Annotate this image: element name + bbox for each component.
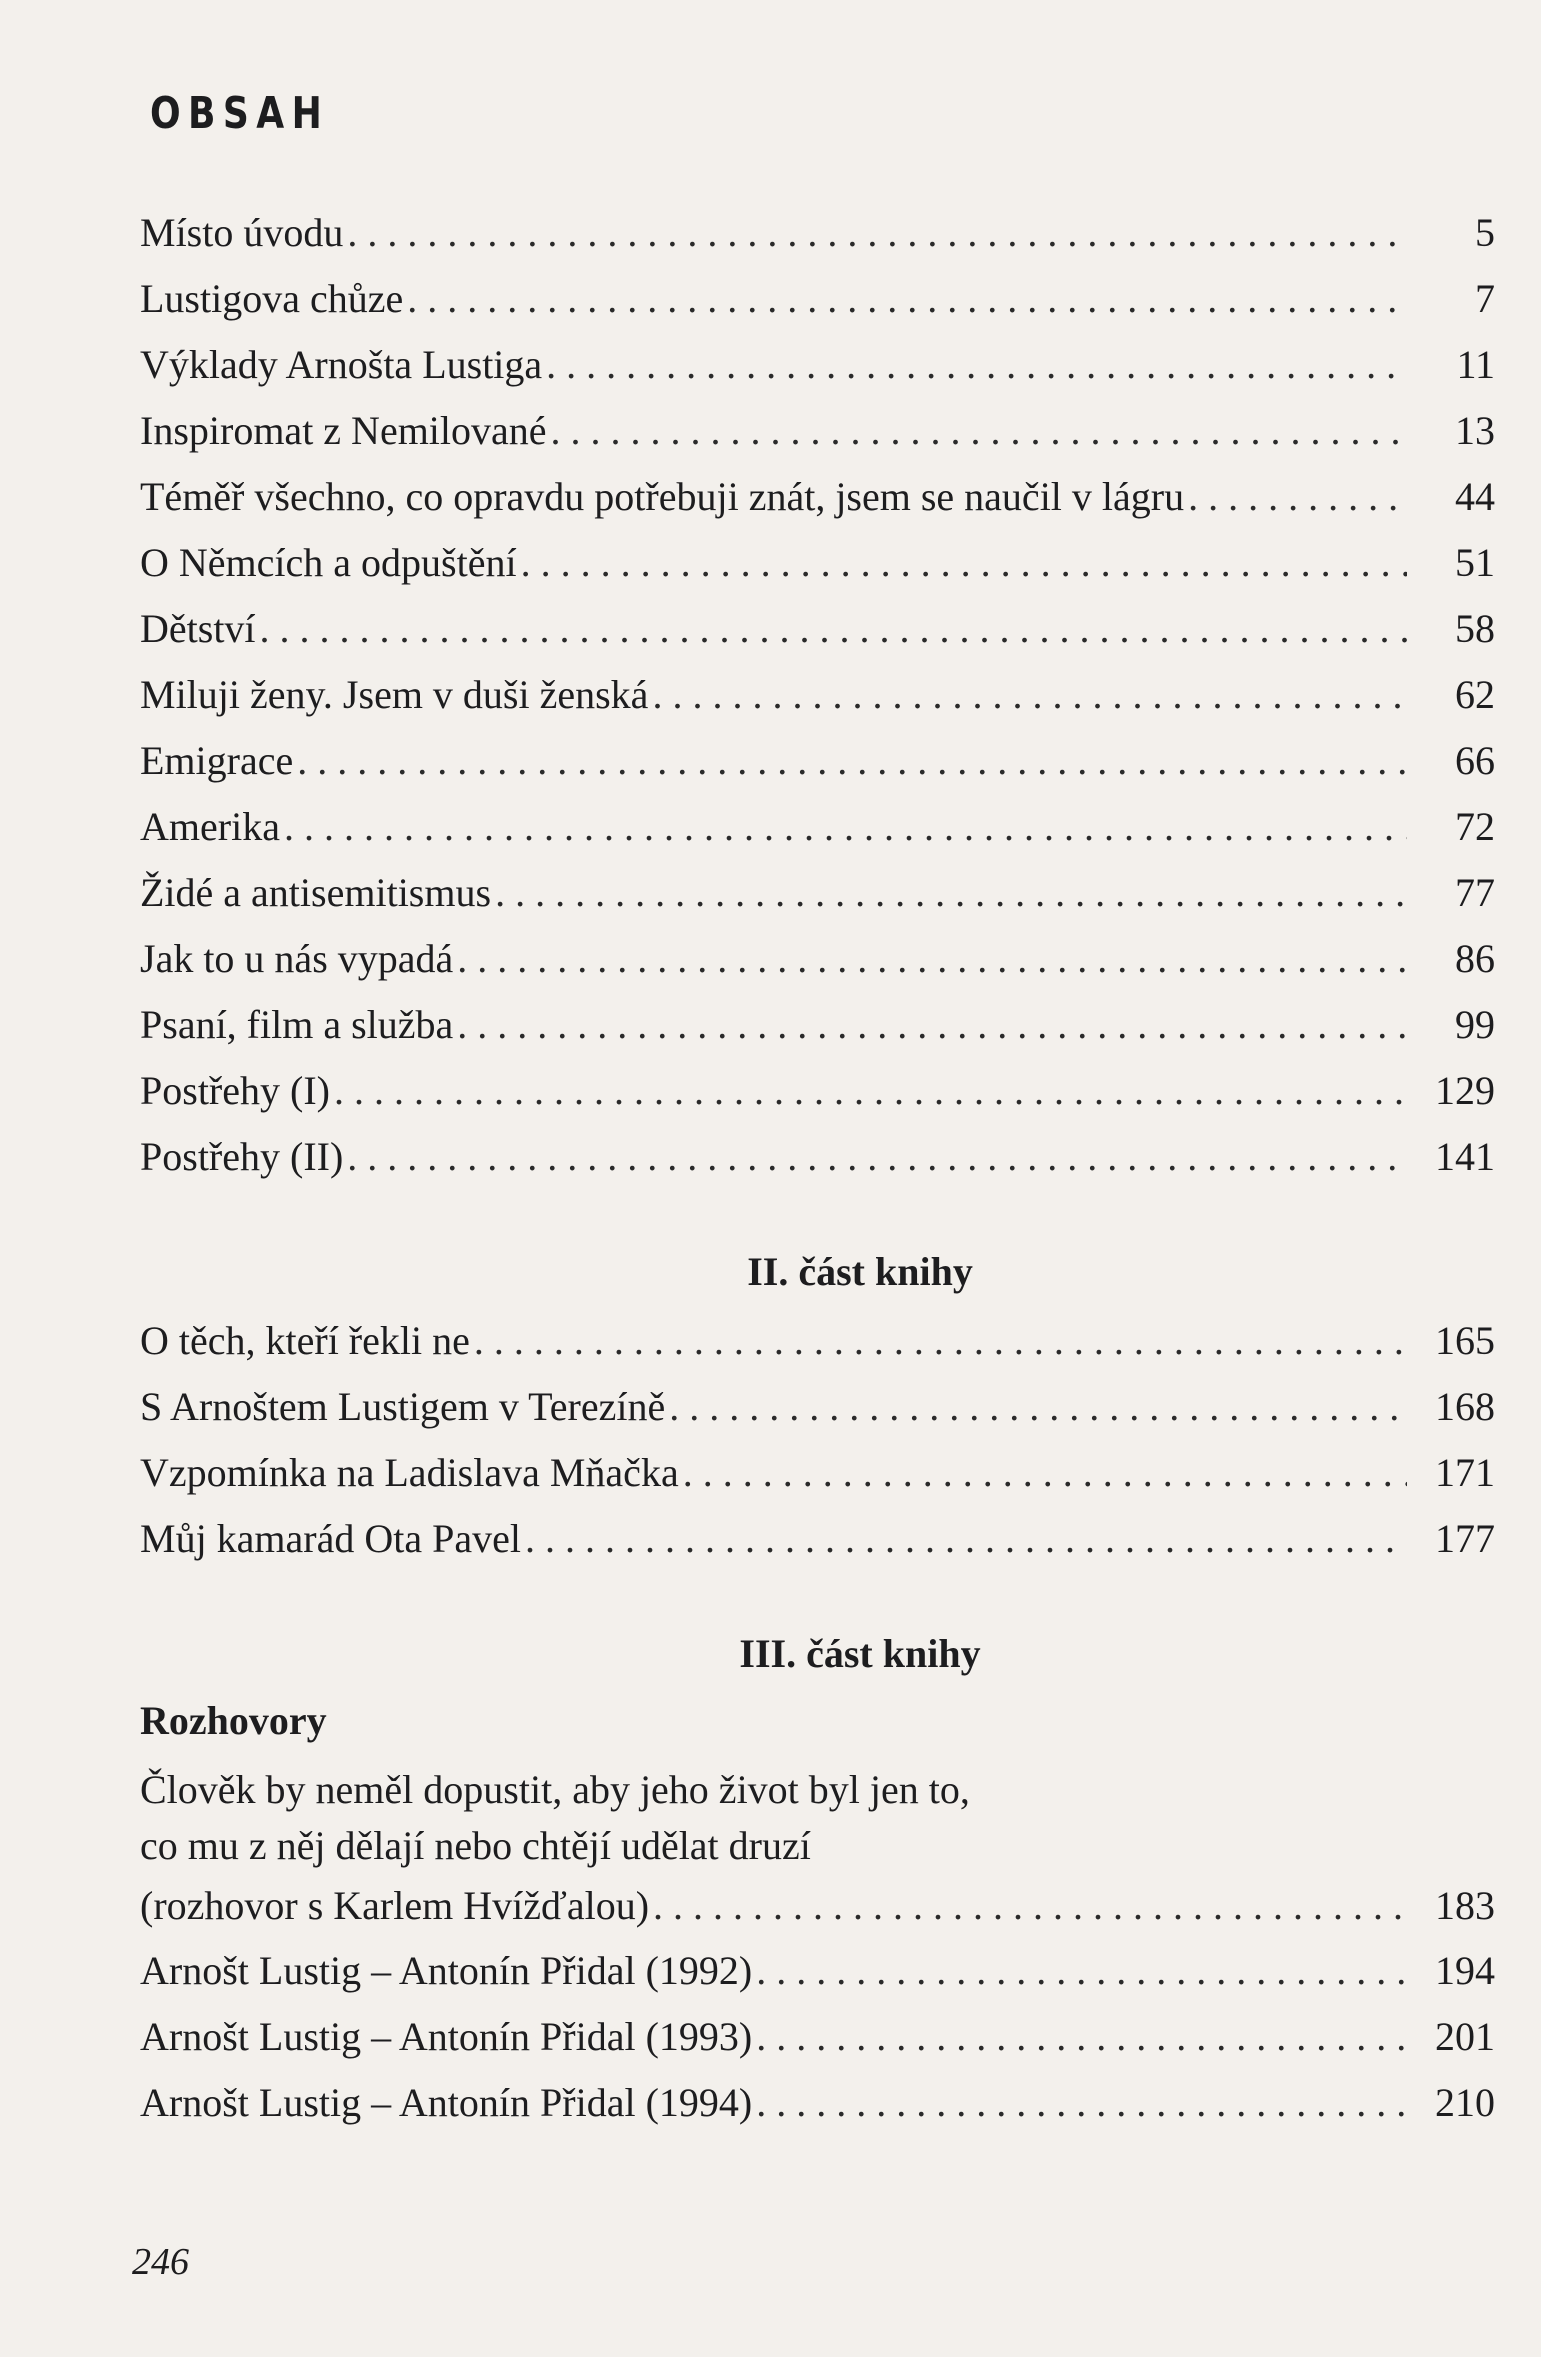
toc-entry-title: Vzpomínka na Ladislava Mňačka [140, 1450, 679, 1495]
toc-entry-title: Jak to u nás vypadá [140, 936, 454, 981]
toc-entry-page: 66 [1455, 738, 1495, 783]
toc-entry-page: 210 [1435, 2080, 1495, 2125]
toc-entry [140, 266, 1495, 332]
toc-entry [140, 200, 1495, 266]
toc-entry-page: 165 [1435, 1318, 1495, 1363]
toc-entry [140, 464, 1495, 530]
toc-entry-title: Inspiromat z Nemilované [140, 408, 547, 453]
toc-entry [140, 596, 1495, 662]
toc-entry [140, 530, 1495, 596]
toc-entry [140, 2070, 1495, 2136]
toc-entry [140, 1506, 1495, 1572]
dot-leader [457, 992, 1407, 1058]
page-number: 246 [132, 2241, 189, 2283]
toc-entry-title: Arnošt Lustig – Antonín Přidal (1992) [140, 1948, 753, 1993]
toc-entry [140, 992, 1495, 1058]
toc-entry [140, 860, 1495, 926]
interviews-subheading: Rozhovory [140, 1698, 327, 1743]
dot-leader [525, 1506, 1407, 1572]
toc-entry-title: S Arnoštem Lustigem v Terezíně [140, 1384, 666, 1429]
toc-entry-title: Postřehy (II) [140, 1134, 344, 1179]
dot-leader [756, 2070, 1407, 2136]
toc-entry-title: Miluji ženy. Jsem v duši ženská [140, 672, 649, 717]
toc-entry [140, 2004, 1495, 2070]
toc-entry [140, 1874, 1495, 1938]
toc-entry [140, 728, 1495, 794]
toc-part-2 [140, 1308, 1495, 1572]
part-2-heading: II. část knihy [747, 1249, 973, 1294]
toc-entry-page: 86 [1455, 936, 1495, 981]
toc-entry-page: 11 [1456, 342, 1495, 387]
toc-entry [140, 332, 1495, 398]
multi-line-entry-line: Člověk by neměl dopustit, aby jeho život byl jen to, [140, 1767, 970, 1812]
toc-entry [140, 1308, 1495, 1374]
dot-leader [1188, 464, 1407, 530]
toc-entry [140, 1440, 1495, 1506]
dot-leader [260, 596, 1407, 662]
toc-entry-page: 62 [1455, 672, 1495, 717]
toc-entry-page: 7 [1475, 276, 1495, 321]
dot-leader [347, 1124, 1407, 1190]
toc-entry-title: (rozhovor s Karlem Hvížďalou) [140, 1883, 650, 1928]
toc-entry-page: 129 [1435, 1068, 1495, 1113]
dot-leader [551, 398, 1407, 464]
toc-entry-page: 99 [1455, 1002, 1495, 1047]
toc-entry-page: 194 [1435, 1948, 1495, 1993]
toc-entry-title: Amerika [140, 804, 280, 849]
dot-leader [297, 728, 1407, 794]
toc-entry-title: Lustigova chůze [140, 276, 404, 321]
dot-leader [474, 1308, 1407, 1374]
toc-entry-page: 44 [1455, 474, 1495, 519]
dot-leader [407, 266, 1407, 332]
toc-entry [140, 1124, 1495, 1190]
toc-entry [140, 1058, 1495, 1124]
toc-entry [140, 926, 1495, 992]
toc-entry-title: Postřehy (I) [140, 1068, 330, 1113]
toc-entry-title: Téměř všechno, co opravdu potřebuji znát, jsem se naučil v lágru [140, 474, 1185, 519]
toc-entry-title: Arnošt Lustig – Antonín Přidal (1993) [140, 2014, 753, 2059]
toc-entry [140, 1374, 1495, 1440]
toc-entry-title: Arnošt Lustig – Antonín Přidal (1994) [140, 2080, 753, 2125]
toc-entry-page: 72 [1455, 804, 1495, 849]
toc-entry-page: 58 [1455, 606, 1495, 651]
dot-leader [683, 1440, 1407, 1506]
toc-entry-page: 77 [1455, 870, 1495, 915]
dot-leader [457, 926, 1407, 992]
dot-leader [334, 1058, 1407, 1124]
dot-leader [495, 860, 1407, 926]
dot-leader [284, 794, 1407, 860]
dot-leader [653, 1874, 1407, 1938]
contents-heading: OBSAH [150, 88, 330, 139]
toc-entry-title: O těch, kteří řekli ne [140, 1318, 470, 1363]
dot-leader [669, 1374, 1407, 1440]
toc-entry [140, 662, 1495, 728]
toc-entry-page: 168 [1435, 1384, 1495, 1429]
toc-entry-page: 177 [1435, 1516, 1495, 1561]
part-3-heading: III. část knihy [739, 1631, 981, 1676]
dot-leader [756, 1938, 1407, 2004]
toc-entry [140, 398, 1495, 464]
dot-leader [347, 200, 1407, 266]
multi-line-entry-line: co mu z něj dělají nebo chtějí udělat druzí [140, 1823, 811, 1868]
toc-entry-page: 5 [1475, 210, 1495, 255]
dot-leader [521, 530, 1407, 596]
toc-entry [140, 794, 1495, 860]
toc-part-3 [140, 1762, 1495, 2136]
toc-entry-title: Psaní, film a služba [140, 1002, 454, 1047]
toc-entry-page: 13 [1455, 408, 1495, 453]
toc-entry-page: 183 [1435, 1883, 1495, 1928]
toc-entry-title: Dětství [140, 606, 256, 651]
toc-entry-title: Místo úvodu [140, 210, 344, 255]
toc-entry [140, 1938, 1495, 2004]
toc-entry-page: 141 [1435, 1134, 1495, 1179]
toc-entry-page: 51 [1455, 540, 1495, 585]
toc-entry-title: Můj kamarád Ota Pavel [140, 1516, 521, 1561]
toc-entry-title: O Němcích a odpuštění [140, 540, 517, 585]
toc-entry-page: 171 [1435, 1450, 1495, 1495]
toc-part-1 [140, 200, 1495, 1190]
toc-entry-title: Emigrace [140, 738, 294, 783]
toc-entry-title: Výklady Arnošta Lustiga [140, 342, 543, 387]
dot-leader [756, 2004, 1407, 2070]
dot-leader [652, 662, 1407, 728]
toc-entry-title: Židé a antisemitismus [140, 870, 492, 915]
dot-leader [546, 332, 1407, 398]
toc-entry-page: 201 [1435, 2014, 1495, 2059]
